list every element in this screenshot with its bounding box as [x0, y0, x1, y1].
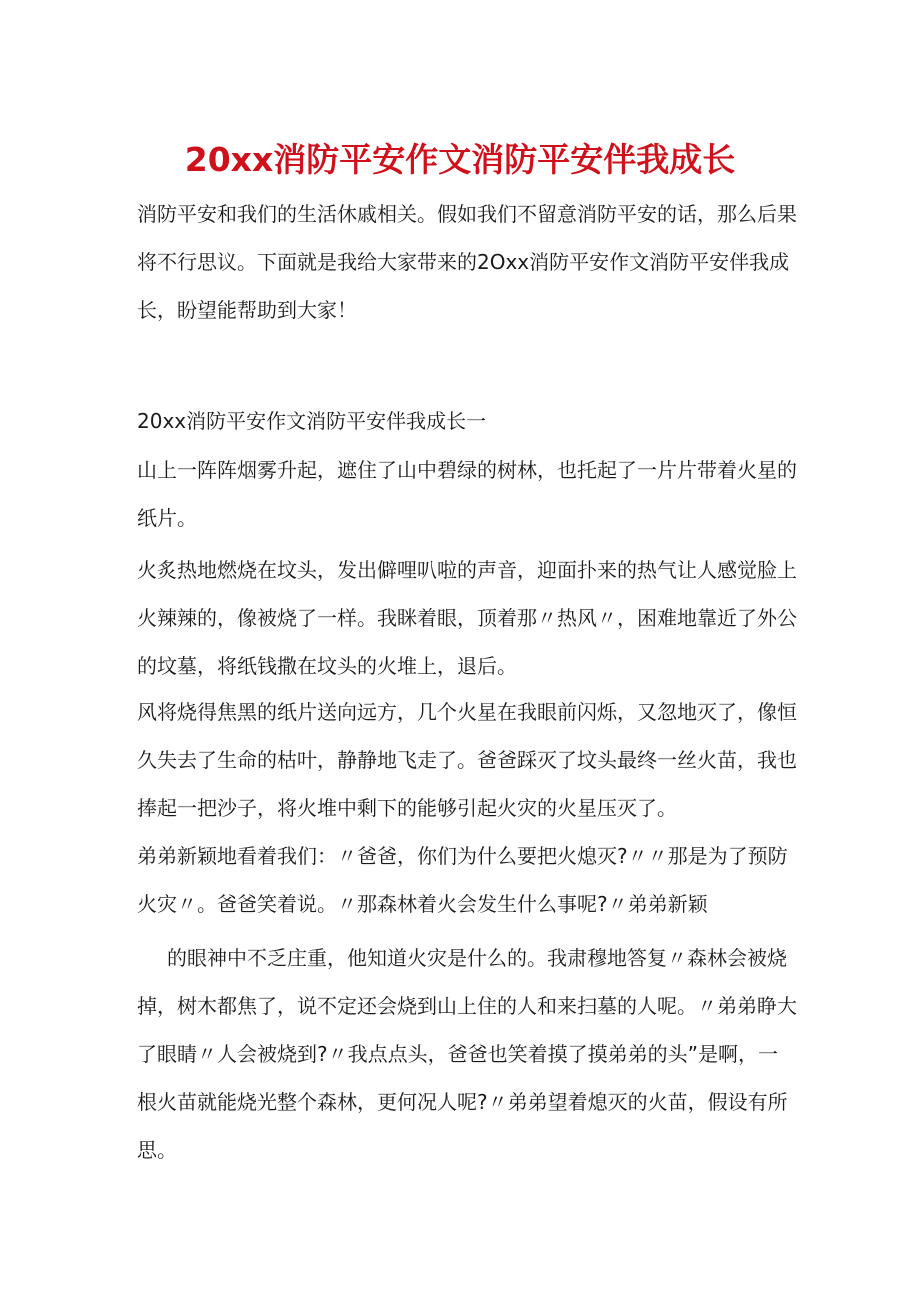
body-paragraph: [137, 934, 797, 1174]
paragraph-line: 的眼神中不乏庄重，他知道火灾是什么的。我肃穆地答复〃森林会被烧: [167, 946, 787, 970]
intro-line: 长，盼望能帮助到大家！: [137, 298, 357, 322]
paragraph-line: 了眼睛〃人会被烧到?〃我点点头，爸爸也笑着摸了摸弟弟的头”是啊，一: [137, 1042, 778, 1066]
body-paragraph: [137, 688, 797, 832]
paragraph-line: 的坟墓，将纸钱撒在坟头的火堆上，退后。: [137, 654, 517, 678]
body-paragraph: [137, 546, 797, 690]
paragraph-line: 根火苗就能烧光整个森林，更何况人呢?〃弟弟望着熄灭的火苗，假设有所: [137, 1090, 788, 1114]
paragraph-line: 弟弟新颖地看着我们：〃爸爸，你们为什么要把火熄灭?〃〃那是为了预防: [137, 844, 788, 868]
paragraph-line: 火炙热地燃烧在坟头，发出僻哩叭啦的声音，迎面扑来的热气让人感觉脸上: [137, 558, 797, 582]
section-heading: 20xx消防平安作文消防平安伴我成长一: [137, 409, 487, 433]
paragraph-line: 久失去了生命的枯叶，静静地飞走了。爸爸踩灭了坟头最终一丝火苗，我也: [137, 748, 797, 772]
paragraph-line: 掉，树木都焦了，说不定还会烧到山上住的人和来扫墓的人呢。〃弟弟睁大: [137, 994, 797, 1018]
paragraph-line: 火辣辣的，像被烧了一样。我眯着眼，顶着那〃热风〃，困难地靠近了外公: [137, 606, 797, 630]
paragraph-line: 纸片。: [137, 506, 197, 530]
body-paragraph: [137, 446, 797, 542]
intro-line: 将不行思议。下面就是我给大家带来的2Oxx消防平安作文消防平安伴我成: [137, 250, 790, 274]
body-paragraph: [137, 832, 793, 928]
paragraph-line: 火灾〃。爸爸笑着说。〃那森林着火会发生什么事呢?〃弟弟新颖: [137, 892, 708, 916]
paragraph-line: 捧起一把沙子，将火堆中剩下的能够引起火灾的火星压灭了。: [137, 796, 677, 820]
document-title: 20xx消防平安作文消防平安伴我成长: [184, 140, 736, 179]
paragraph-line: 山上一阵阵烟雾升起，遮住了山中碧绿的树林，也托起了一片片带着火星的: [137, 458, 797, 482]
intro-paragraph: [137, 190, 797, 334]
paragraph-line: 风将烧得焦黑的纸片送向远方，几个火星在我眼前闪烁，又忽地灭了，像恒: [137, 700, 797, 724]
paragraph-line: 思。: [137, 1138, 177, 1162]
intro-line: 消防平安和我们的生活休戚相关。假如我们不留意消防平安的话，那么后果: [137, 202, 797, 226]
section-heading-block: [137, 397, 793, 445]
